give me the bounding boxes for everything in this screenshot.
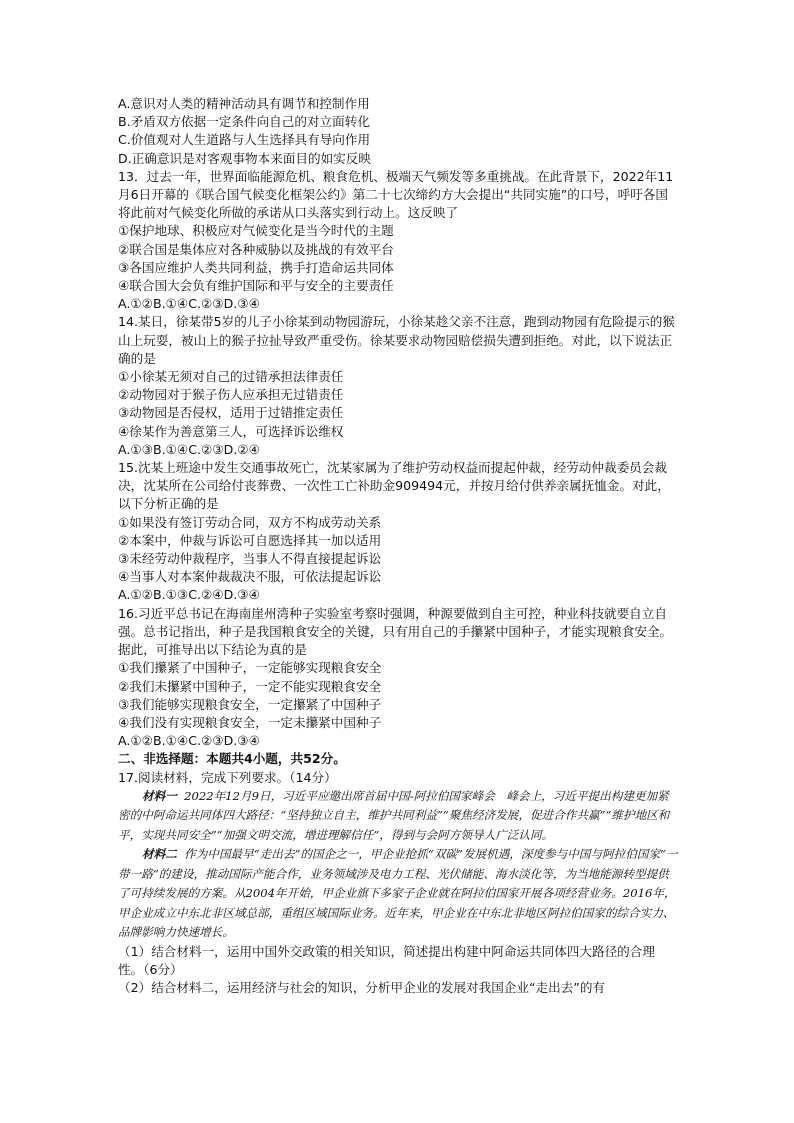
section-2-title: 二、非选择题：本题共4小题，共52分。 bbox=[118, 751, 346, 767]
q12-option-a: A.意识对人类的精神活动具有调节和控制作用 bbox=[118, 96, 370, 111]
material-2-label: 材料二 bbox=[142, 847, 177, 862]
q12-option-c: C.价值观对人生道路与人生选择具有导向作用 bbox=[118, 132, 371, 148]
q15-item-1: ①如果没有签订劳动合同，双方不构成劳动关系 bbox=[118, 514, 382, 530]
q12-options bbox=[118, 95, 680, 168]
q16-item-4: ④我们没有实现粮食安全，一定未攥紧中国种子 bbox=[118, 714, 382, 730]
question-17 bbox=[118, 769, 680, 998]
q16-stem: 16.习近平总书记在海南崖州湾种子实验室考察时强调，种源要做到自主可控，种业科技就要自立自强。总书记指出，种子是我国粮食安全的关键，只有用自己的手攥紧中国种子，才能实现粮食安全。据此，可推导出以下结论为真的是 bbox=[118, 605, 673, 658]
q14-stem: 14.某日，徐某带5岁的儿子小徐某到动物园游玩，小徐某趁父亲不注意，跑到动物园有危险提示的猴山上玩耍，被山上的猴子拉扯导致严重受伤。徐某要求动物园赔偿损失遭到拒绝。对此，以下说法正确的是 bbox=[118, 314, 675, 366]
question-16 bbox=[118, 605, 680, 751]
q16-choices: A.①②B.①④C.②③D.③④ bbox=[118, 733, 260, 749]
q14-item-2: ②动物园对于猴子伤人应承担无过错责任 bbox=[118, 387, 344, 403]
exam-page bbox=[118, 95, 680, 997]
q13-choices: A.①②B.①④C.②③D.③④ bbox=[118, 296, 260, 312]
q15-choices: A.①②B.①③C.②④D.③④ bbox=[118, 587, 260, 603]
q16-item-1: ①我们攥紧了中国种子，一定能够实现粮食安全 bbox=[118, 660, 382, 676]
material-1-label: 材料一 bbox=[142, 788, 177, 803]
q15-item-4: ④当事人对本案仲裁裁决不服，可依法提起诉讼 bbox=[118, 569, 382, 585]
question-13 bbox=[118, 168, 680, 314]
q14-item-4: ④徐某作为善意第三人，可选择诉讼维权 bbox=[118, 423, 344, 439]
q15-item-3: ③未经劳动仲裁程序，当事人不得直接提起诉讼 bbox=[118, 551, 382, 567]
q16-item-3: ③我们能够实现粮食安全，一定攥紧了中国种子 bbox=[118, 696, 382, 712]
q17-sub-question-2: （2）结合材料二，运用经济与社会的知识，分析甲企业的发展对我国企业“走出去”的有 bbox=[118, 980, 606, 996]
q12-option-d: D.正确意识是对客观事物本来面目的如实反映 bbox=[118, 150, 371, 166]
q17-material-1 bbox=[118, 787, 680, 846]
q14-choices: A.①③B.①④C.②③D.②④ bbox=[118, 441, 260, 457]
q16-item-2: ②我们未攥紧中国种子，一定不能实现粮食安全 bbox=[118, 678, 382, 694]
material-1-text: 2022年12月9日，习近平应邀出席首届中国-阿拉伯国家峰会 峰会上，习近平提出构建更加紧密的中阿命运共同体四大路径：“坚持独立自主，维护共同利益”“聚焦经济发展，促进合作共赢”“维护地区和平，实现共同安全”“加强文明交流，增进理解信任”，得到与会阿方领导人广泛认同。 bbox=[118, 788, 670, 842]
q14-item-1: ①小徐某无须对自己的过错承担法律责任 bbox=[118, 369, 344, 385]
q17-sub-question-1: （1）结合材料一，运用中国外交政策的相关知识，简述提出构建中阿命运共同体四大路径的合理性。（6分） bbox=[118, 943, 655, 977]
q14-item-3: ③动物园是否侵权，适用于过错推定责任 bbox=[118, 405, 344, 421]
q17-material-2 bbox=[118, 845, 680, 943]
question-14 bbox=[118, 313, 680, 459]
q13-item-2: ②联合国是集体应对各种威胁以及挑战的有效平台 bbox=[118, 241, 394, 257]
q17-stem: 17.阅读材料，完成下列要求。（14分） bbox=[118, 769, 337, 785]
material-2-text: 作为中国最早“走出去”的国企之一，甲企业抢抓“双碳”发展机遇，深度参与中国与阿拉伯国家“一带一路”的建设，推动国际产能合作，业务领域涉及电力工程、光伏储能、海水淡化等，为当地能源转型提供了可持续发展的方案。从2004年开始，甲企业旗下多家子企业就在阿拉伯国家开展各项经营业务。2016年，甲企业成立中东北非区域总部，重组区域国际业务。近年来，甲企业在中东北非地区阿拉伯国家的综合实力、品牌影响力快速增长。 bbox=[118, 847, 678, 940]
question-15 bbox=[118, 459, 680, 605]
q13-stem: 13．过去一年，世界面临能源危机、粮食危机、极端天气频发等多重挑战。在此背景下，2022年11月6日开幕的《联合国气候变化框架公约》第二十七次缔约方大会提出“共同实施”的口号，呼吁各国将此前对气候变化所做的承诺从口头落实到行动上。这反映了 bbox=[118, 168, 674, 221]
q15-stem: 15.沈某上班途中发生交通事故死亡，沈某家属为了维护劳动权益而提起仲裁，经劳动仲裁委员会裁决，沈某所在公司给付丧葬费、一次性工亡补助金909494元，并按月给付供养亲属抚恤金。对此，以下分析正确的是 bbox=[118, 460, 670, 512]
q13-item-1: ①保护地球、积极应对气候变化是当今时代的主题 bbox=[118, 223, 394, 239]
q12-option-b: B.矛盾双方依据一定条件向自己的对立面转化 bbox=[118, 114, 370, 130]
q15-item-2: ②本案中，仲裁与诉讼可自愿选择其一加以适用 bbox=[118, 532, 382, 548]
q13-item-3: ③各国应维护人类共同利益，携手打造命运共同体 bbox=[118, 259, 394, 275]
q13-item-4: ④联合国大会负有维护国际和平与安全的主要责任 bbox=[118, 278, 394, 294]
